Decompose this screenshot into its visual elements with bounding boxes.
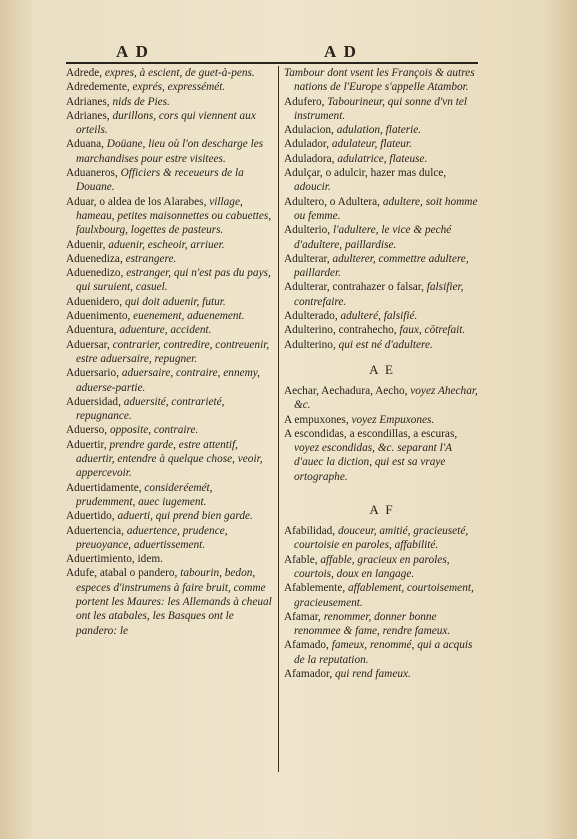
translation: douceur, amitié, gracieuseté, courtoisie en paroles, affabilité. [294, 525, 469, 552]
dictionary-entry [66, 524, 272, 553]
dictionary-entry [284, 323, 480, 337]
dictionary-entry [284, 137, 480, 151]
headword: Aduertir, [66, 438, 110, 451]
headword: Adulterio, [284, 224, 333, 237]
headword: Aduentura, [66, 324, 120, 337]
dictionary-entry [284, 280, 480, 309]
headword: Aduersidad, [66, 395, 124, 408]
translation: voyez escondidas, &c. separant l'A d'auec la diction, qui est sa vraye ortographe. [294, 442, 452, 483]
translation: Tabourineur, qui sonne d'vn tel instrument. [294, 95, 468, 122]
translation: fameux, renommé, qui a acquis de la reputation. [294, 639, 473, 666]
headword: Adredemente, [66, 81, 133, 94]
translation: qui doit aduenir, futur. [124, 295, 226, 308]
dictionary-entry [284, 384, 480, 413]
headword: Aduertido, [66, 510, 118, 523]
dictionary-entry [284, 123, 480, 137]
translation: estranger, qui n'est pas du pays, qui suruient, casuel. [76, 267, 271, 294]
section-heading-ae: A E [369, 361, 395, 377]
dictionary-entry [284, 166, 480, 195]
af-entries [284, 524, 480, 681]
dictionary-entry [66, 309, 272, 323]
headword: Adulterado, [284, 310, 341, 323]
dictionary-entry [66, 338, 272, 367]
dictionary-entry [284, 66, 480, 95]
translation: faux, cōtrefait. [399, 324, 466, 337]
headword: Adulterino, [284, 338, 339, 351]
translation: estrangere. [125, 252, 177, 265]
headword: Aduaneros, [66, 167, 121, 180]
headword: Aduenimento, [66, 310, 134, 323]
translation: adulateur, flateur. [331, 138, 412, 151]
translation: adulation, flaterie. [336, 124, 422, 137]
translation: prendre garde, estre attentif, aduertir, entendre à quelque chose, veoir, appercevoir. [76, 438, 263, 480]
translation: adulterer, commettre adultere, paillarder. [294, 252, 469, 280]
headword: Afamar, [284, 610, 324, 623]
headword: Aduladora, [284, 152, 338, 165]
dictionary-entry [66, 109, 272, 138]
dictionary-entry [66, 395, 272, 424]
dictionary-entry [66, 423, 272, 437]
translation: renommer, donner bonne renommee & fame, rendre fameux. [294, 610, 451, 638]
translation: nids de Pies. [112, 95, 170, 108]
headword: Adulterar, [284, 252, 333, 265]
dictionary-entry [284, 413, 480, 427]
section-heading-af: A F [369, 502, 395, 518]
headword: Aduertencia, [66, 524, 127, 537]
dictionary-entry [66, 66, 272, 80]
translation: aduerti, qui prend bien garde. [117, 510, 253, 523]
headword: Aduersario, [66, 367, 122, 380]
dictionary-entry [284, 581, 480, 610]
headword: Aduana, [66, 138, 107, 151]
headword: Adulterino, contrahecho, [284, 324, 400, 337]
translation: l'adultere, le vice & peché d'adultere, paillardise. [294, 224, 452, 251]
translation: voyez Empuxones. [351, 413, 435, 426]
translation: contrarier, contredire, contreuenir, estre aduersaire, repugner. [76, 338, 270, 365]
dictionary-entry [284, 524, 480, 553]
translation: village, hameau, petites maisonnettes ou cabuettes, faulxbourg, logettes de pasteurs. [76, 195, 272, 237]
dictionary-entry [284, 195, 480, 224]
dictionary-entry [66, 481, 272, 510]
dictionary-entry [66, 552, 272, 566]
translation: euenement, aduenement. [133, 310, 245, 323]
header-right: A D [324, 42, 358, 61]
dictionary-entry [66, 95, 272, 109]
dictionary-entry [66, 566, 272, 637]
dictionary-entry [284, 427, 480, 484]
translation: aduenir, escheoir, arriuer. [108, 238, 225, 251]
ae-entries [284, 384, 480, 484]
translation: Tambour dont vsent les François & autres nations de l'Europe s'appelle Atambor. [284, 67, 475, 94]
translation: aduertence, prudence, preuoyance, aduertissement. [76, 524, 228, 551]
headword: Aduertimiento, idem. [66, 553, 163, 566]
translation: affablement, courtoisement, gracieusement. [294, 582, 474, 609]
dictionary-entry [66, 195, 272, 238]
dictionary-entry [284, 338, 480, 352]
dictionary-entry [284, 252, 480, 281]
translation: adulteré, falsifié. [340, 310, 418, 323]
headword: Aechar, Aechadura, Aecho, [284, 384, 411, 397]
dictionary-entry [66, 295, 272, 309]
dictionary-entry [66, 509, 272, 523]
translation: Doüane, lieu où l'on descharge les marchandises pour estre visitees. [76, 138, 264, 165]
translation: adultere, soit homme ou femme. [294, 195, 478, 222]
dictionary-entry [284, 309, 480, 323]
dictionary-entry [284, 667, 480, 681]
translation: opposite, contraire. [109, 424, 199, 437]
headword: Aduenediza, [66, 252, 126, 265]
headword: Adulacion, [284, 124, 337, 137]
translation: qui rend fameux. [335, 667, 411, 680]
dictionary-entry [284, 95, 480, 124]
dictionary-entry [66, 137, 272, 166]
right-column [284, 66, 480, 681]
headword: Aduenidero, [66, 295, 125, 308]
headword: Adulçar, o adulcir, hazer mas dulce, [284, 167, 447, 180]
translation: Officiers & receueurs de la Douane. [76, 167, 244, 194]
dictionary-entry [66, 166, 272, 195]
translation: qui est né d'adultere. [338, 338, 433, 351]
headword: Afabilidad, [284, 525, 338, 538]
headword: A escondidas, a escondillas, a escuras, [284, 427, 458, 440]
headword: Aduertidamente, [66, 481, 145, 494]
translation: falsifier, contrefaire. [294, 281, 464, 308]
headword: Adrede, [66, 67, 105, 79]
column-divider [278, 66, 279, 772]
translation: aduenture, accident. [119, 324, 212, 337]
dictionary-entry [66, 80, 272, 94]
headword: Adultero, o Adultera, [284, 195, 383, 208]
dictionary-entry [66, 238, 272, 252]
headword: Adufe, atabal o pandero, [66, 567, 181, 580]
section-spacer [284, 484, 480, 492]
headword: Adrianes, [66, 95, 113, 108]
headword: Adufero, [284, 95, 328, 108]
translation: durillons, cors qui viennent aux orteils. [76, 109, 256, 137]
translation: adulatrice, flateuse. [337, 152, 428, 165]
dictionary-entry [66, 323, 272, 337]
translation: consideréemét, prudemment, auec iugement. [76, 481, 213, 508]
dictionary-entry [284, 152, 480, 166]
dictionary-entry [66, 252, 272, 266]
headword: Aduersar, [66, 338, 113, 351]
dictionary-entry [284, 610, 480, 639]
translation: tabourin, bedon, especes d'instrumens à faire bruit, comme portent les Maures: les Allemands à cheual ont les atabales, les Basques ont le pandero: le [76, 567, 272, 637]
headword: Afablemente, [284, 582, 348, 595]
headword: Adrianes, [66, 109, 113, 122]
dictionary-entry [66, 266, 272, 295]
translation: expres, à escient, de guet-à-pens. [104, 67, 255, 79]
header-rule [66, 62, 478, 64]
translation: aduersaire, contraire, ennemy, aduerse-partie. [76, 367, 260, 394]
headword: Aduenedizo, [66, 267, 127, 280]
translation: affable, gracieux en paroles, courtois, doux en langage. [294, 553, 450, 580]
translation: exprés, expressémét. [132, 81, 226, 94]
dictionary-entry [66, 366, 272, 395]
translation: adoucir. [294, 181, 331, 194]
headword: Afamado, [284, 639, 332, 652]
headword: Afamador, [284, 667, 335, 680]
dictionary-entry [284, 223, 480, 252]
right-entries [284, 66, 480, 352]
dictionary-entry [66, 438, 272, 481]
left-column [66, 66, 272, 638]
headword: Adulterar, contrahazer o falsar, [284, 281, 427, 294]
header-left: A D [116, 42, 150, 61]
running-header [66, 40, 478, 62]
dictionary-entry [284, 553, 480, 582]
headword: Aduenir, [66, 238, 109, 251]
headword: Adulador, [284, 138, 332, 151]
dictionary-entry [284, 638, 480, 667]
headword: Aduerso, [66, 424, 110, 437]
headword: Aduar, o aldea de los Alarabes, [66, 195, 210, 208]
headword: Afable, [284, 553, 321, 566]
translation: voyez Ahechar, &c. [294, 384, 478, 412]
headword: A empuxones, [284, 413, 352, 426]
translation: aduersité, contrarieté, repugnance. [76, 395, 225, 423]
